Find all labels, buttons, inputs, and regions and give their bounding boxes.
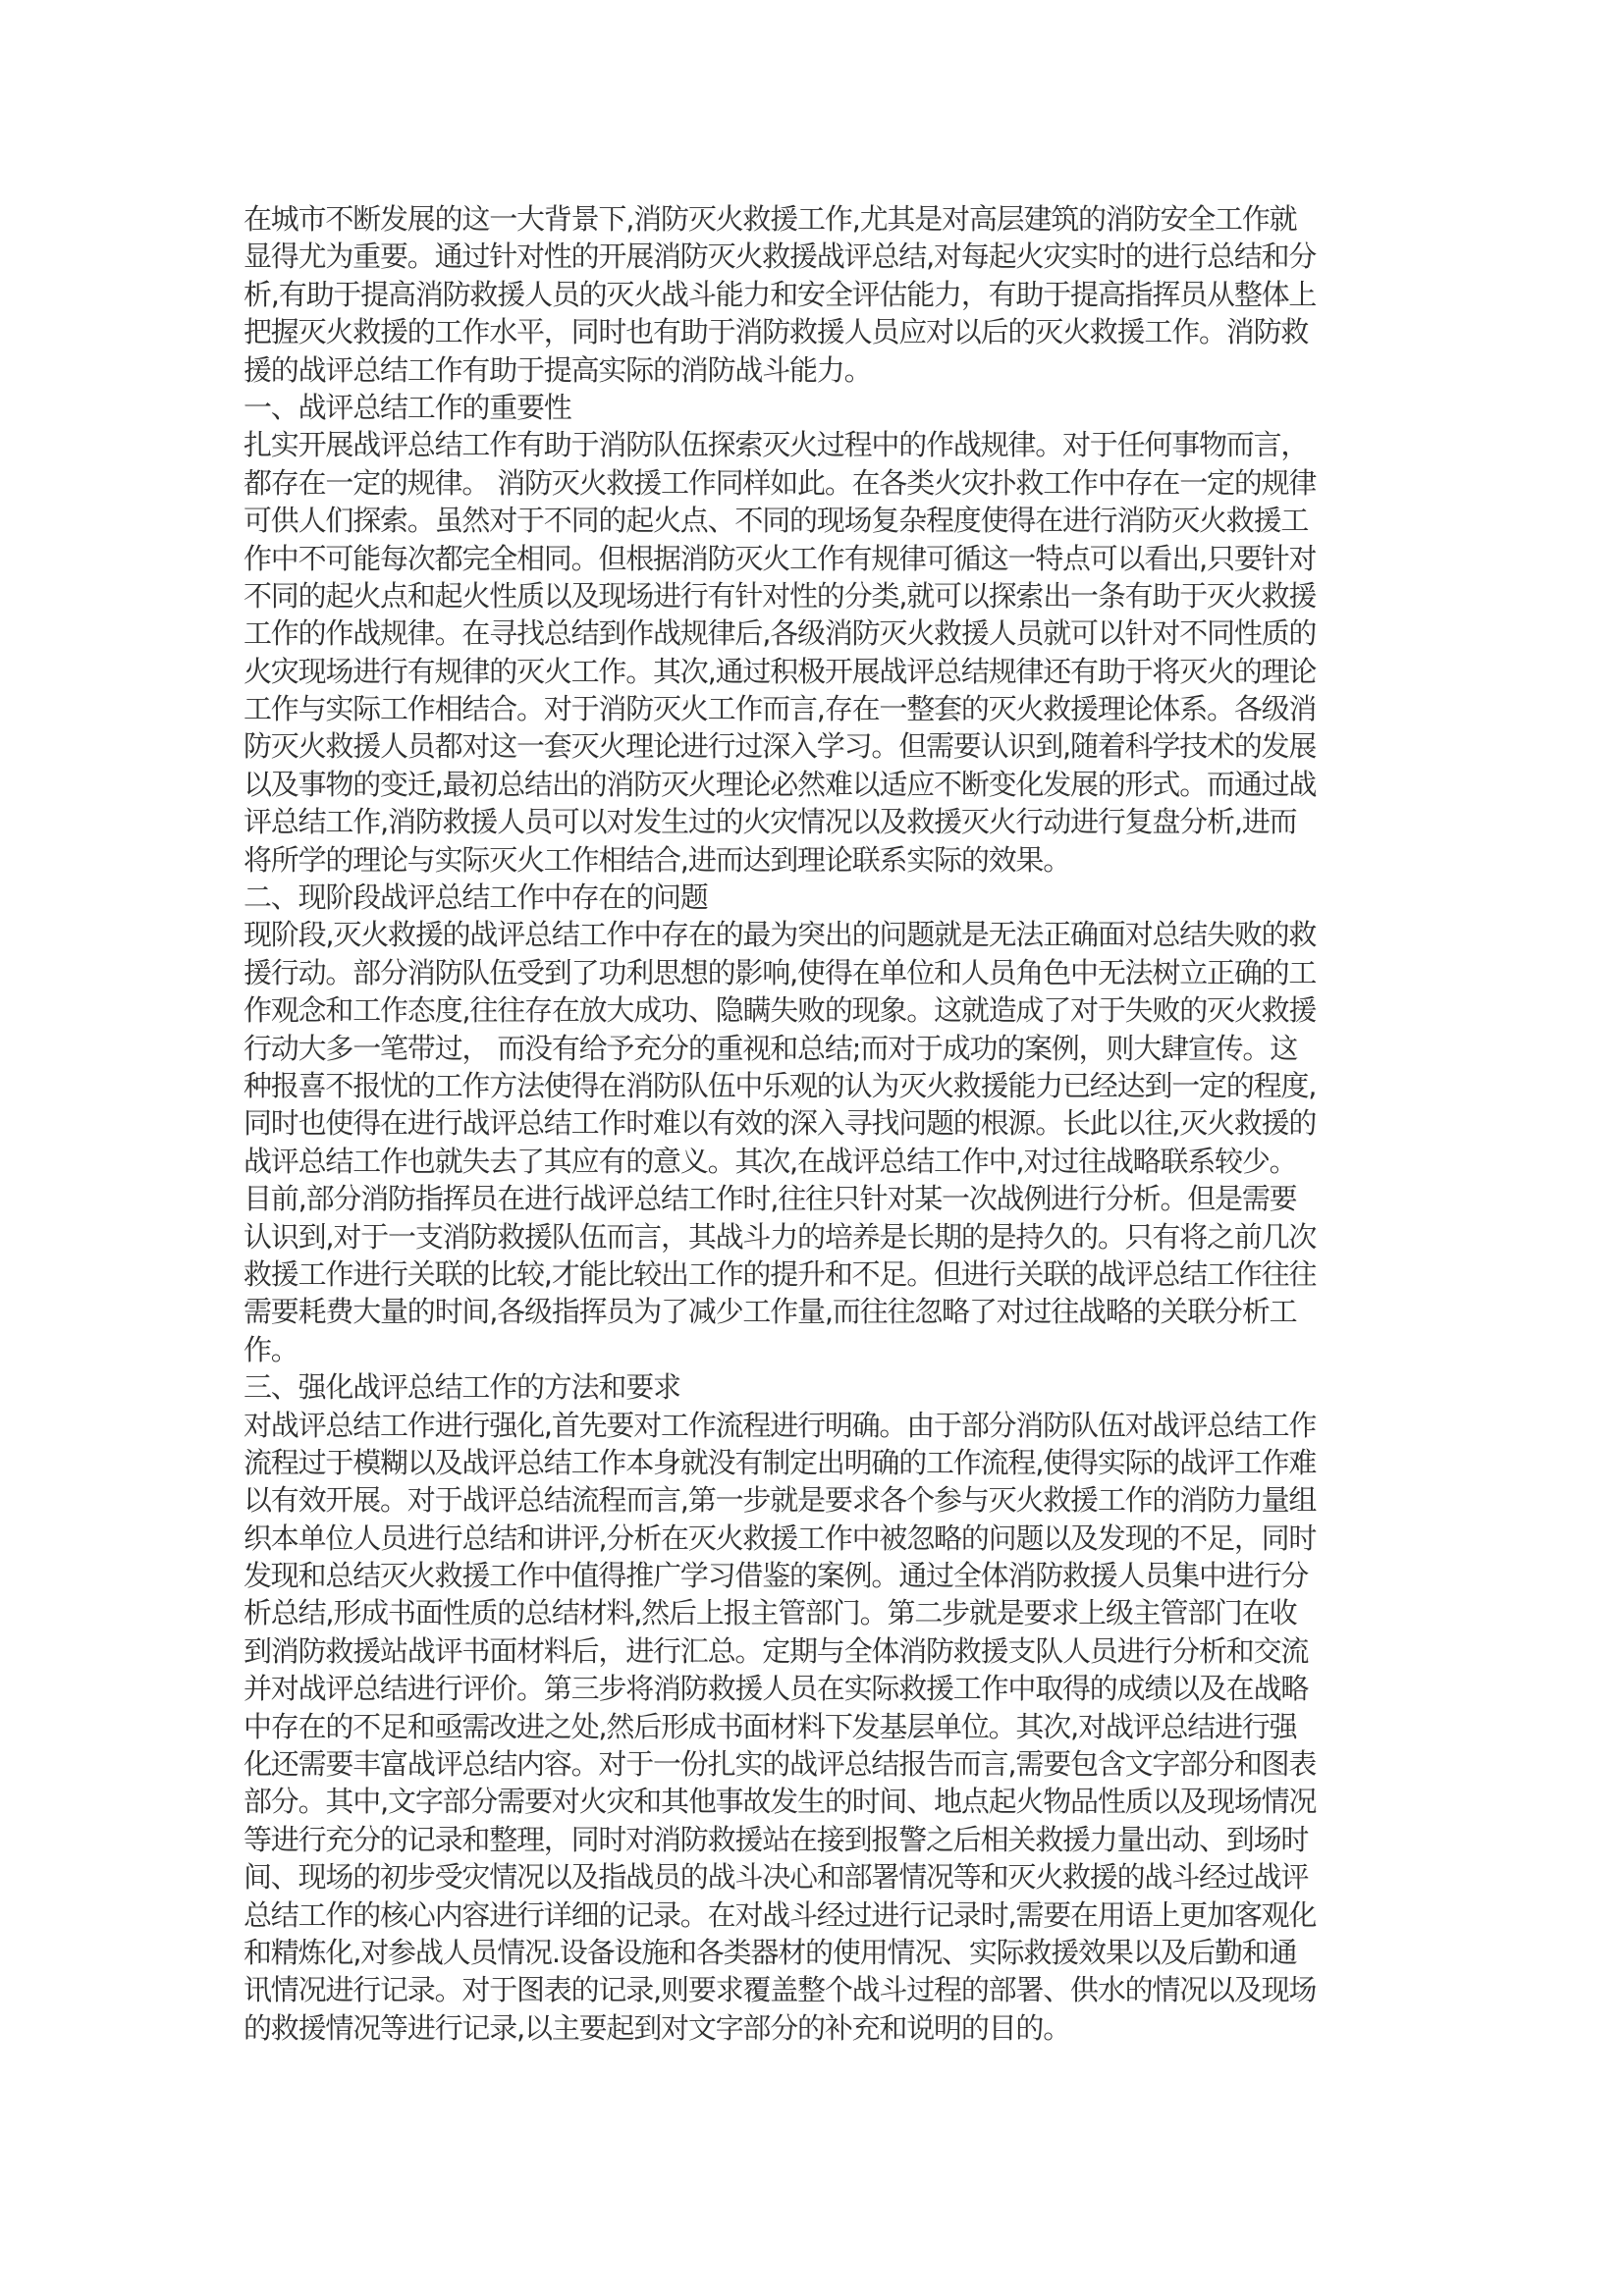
heading-text: 二、现阶段战评总结工作中存在的问题: [244, 881, 708, 915]
text-line: 战评总结工作也就失去了其应有的意义。其次,在战评总结工作中,对过往战略联系较少。: [244, 1144, 1297, 1178]
paragraph: [244, 200, 1392, 389]
text-line: 到消防救援站战评书面材料后，进行汇总。定期与全体消防救援支队人员进行分析和交流: [244, 1633, 1309, 1668]
text-line: 现阶段,灭火救援的战评总结工作中存在的最为突出的问题就是无法正确面对总结失败的救: [244, 918, 1317, 952]
paragraph: [244, 426, 1392, 879]
text-line: 同时也使得在进行战评总结工作时难以有效的深入寻找问题的根源。长此以往,灭火救援的: [244, 1106, 1317, 1141]
text-line: 总结工作的核心内容进行详细的记录。在对战斗经过进行记录时,需要在用语上更加客观化: [244, 1897, 1317, 1932]
heading-text: 三、强化战评总结工作的方法和要求: [244, 1370, 680, 1405]
text-line: 工作的作战规律。在寻找总结到作战规律后,各级消防灭火救援人员就可以针对不同性质的: [244, 616, 1317, 651]
text-line: 扎实开展战评总结工作有助于消防队伍探索灭火过程中的作战规律。对于任何事物而言，: [244, 428, 1309, 462]
text-line: 中存在的不足和亟需改进之处,然后形成书面材料下发基层单位。其次,对战评总结进行强: [244, 1709, 1297, 1743]
text-line: 作。: [244, 1332, 298, 1366]
document-body: [244, 200, 1392, 2047]
text-line: 把握灭火救援的工作水平，同时也有助于消防救援人员应对以后的灭火救援工作。消防救: [244, 315, 1309, 349]
heading-text: 一、战评总结工作的重要性: [244, 390, 571, 424]
text-line: 析,有助于提高消防救援人员的灭火战斗能力和安全评估能力，有助于提高指挥员从整体上: [244, 277, 1317, 311]
text-line: 间、现场的初步受灾情况以及指战员的战斗决心和部署情况等和灭火救援的战斗经过战评: [244, 1860, 1309, 1895]
text-line: 救援工作进行关联的比较,才能比较出工作的提升和不足。但进行关联的战评总结工作往往: [244, 1256, 1317, 1291]
text-line: 对战评总结工作进行强化,首先要对工作流程进行明确。由于部分消防队伍对战评总结工作: [244, 1408, 1317, 1442]
text-line: 将所学的理论与实际灭火工作相结合,进而达到理论联系实际的效果。: [244, 842, 1071, 877]
text-line: 以有效开展。对于战评总结流程而言,第一步就是要求各个参与灭火救援工作的消防力量组: [244, 1483, 1317, 1518]
text-line: 援的战评总结工作有助于提高实际的消防战斗能力。: [244, 352, 872, 387]
text-line: 以及事物的变迁,最初总结出的消防灭火理论必然难以适应不断变化发展的形式。而通过战: [244, 767, 1317, 801]
text-line: 发现和总结灭火救援工作中值得推广学习借鉴的案例。通过全体消防救援人员集中进行分: [244, 1559, 1309, 1593]
text-line: 部分。其中,文字部分需要对火灾和其他事故发生的时间、地点起火物品性质以及现场情况: [244, 1785, 1317, 1819]
text-line: 显得尤为重要。通过针对性的开展消防灭火救援战评总结,对每起火灾实时的进行总结和分: [244, 240, 1317, 274]
text-line: 作中不可能每次都完全相同。但根据消防灭火工作有规律可循这一特点可以看出,只要针对: [244, 541, 1317, 575]
text-line: 作观念和工作态度,往往存在放大成功、隐瞒失败的现象。这就造成了对于失败的灭火救援: [244, 993, 1317, 1028]
text-line: 和精炼化,对参战人员情况.设备设施和各类器材的使用情况、实际救援效果以及后勤和通: [244, 1935, 1297, 1969]
text-line: 都存在一定的规律。 消防灭火救援工作同样如此。在各类火灾扑救工作中存在一定的规律: [244, 465, 1317, 500]
text-line: 等进行充分的记录和整理，同时对消防救援站在接到报警之后相关救援力量出动、到场时: [244, 1822, 1309, 1856]
text-line: 评总结工作,消防救援人员可以对发生过的火灾情况以及救援灭火行动进行复盘分析,进而: [244, 805, 1297, 839]
text-line: 在城市不断发展的这一大背景下,消防灭火救援工作,尤其是对高层建筑的消防安全工作就: [244, 202, 1297, 236]
text-line: 工作与实际工作相结合。对于消防灭火工作而言,存在一整套的灭火救援理论体系。各级消: [244, 692, 1317, 726]
text-line: 化还需要丰富战评总结内容。对于一份扎实的战评总结报告而言,需要包含文字部分和图表: [244, 1747, 1317, 1782]
text-line: 织本单位人员进行总结和讲评,分析在灭火救援工作中被忽略的问题以及发现的不足，同时: [244, 1521, 1317, 1555]
text-line: 种报喜不报忧的工作方法使得在消防队伍中乐观的认为灭火救援能力已经达到一定的程度,: [244, 1068, 1317, 1102]
text-line: 流程过于模糊以及战评总结工作本身就没有制定出明确的工作流程,使得实际的战评工作难: [244, 1445, 1317, 1479]
section-heading: [244, 879, 1392, 916]
text-line: 可供人们探索。虽然对于不同的起火点、不同的现场复杂程度使得在进行消防灭火救援工: [244, 504, 1309, 538]
text-line: 需要耗费大量的时间,各级指挥员为了减少工作量,而往往忽略了对过往战略的关联分析工: [244, 1295, 1297, 1329]
text-line: 并对战评总结进行评价。第三步将消防救援人员在实际救援工作中取得的成绩以及在战略: [244, 1672, 1309, 1706]
section-heading: [244, 389, 1392, 426]
paragraph: [244, 1407, 1392, 2048]
text-line: 防灭火救援人员都对这一套灭火理论进行过深入学习。但需要认识到,随着科学技术的发展: [244, 729, 1317, 764]
text-line: 目前,部分消防指挥员在进行战评总结工作时,往往只针对某一次战例进行分析。但是需要: [244, 1182, 1297, 1216]
text-line: 认识到,对于一支消防救援队伍而言，其战斗力的培养是长期的是持久的。只有将之前几次: [244, 1219, 1317, 1254]
text-line: 援行动。部分消防队伍受到了功利思想的影响,使得在单位和人员角色中无法树立正确的工: [244, 955, 1317, 989]
text-line: 不同的起火点和起火性质以及现场进行有针对性的分类,就可以探索出一条有助于灭火救援: [244, 578, 1317, 613]
text-line: 火灾现场进行有规律的灭火工作。其次,通过积极开展战评总结规律还有助于将灭火的理论: [244, 654, 1317, 688]
section-heading: [244, 1368, 1392, 1406]
paragraph: [244, 916, 1392, 1368]
text-line: 行动大多一笔带过， 而没有给予充分的重视和总结;而对于成功的案例，则大肆宣传。这: [244, 1031, 1297, 1065]
text-line: 讯情况进行记录。对于图表的记录,则要求覆盖整个战斗过程的部署、供水的情况以及现场: [244, 1973, 1317, 2007]
text-line: 的救援情况等进行记录,以主要起到对文字部分的补充和说明的目的。: [244, 2010, 1071, 2045]
text-line: 析总结,形成书面性质的总结材料,然后上报主管部门。第二步就是要求上级主管部门在收: [244, 1596, 1297, 1630]
